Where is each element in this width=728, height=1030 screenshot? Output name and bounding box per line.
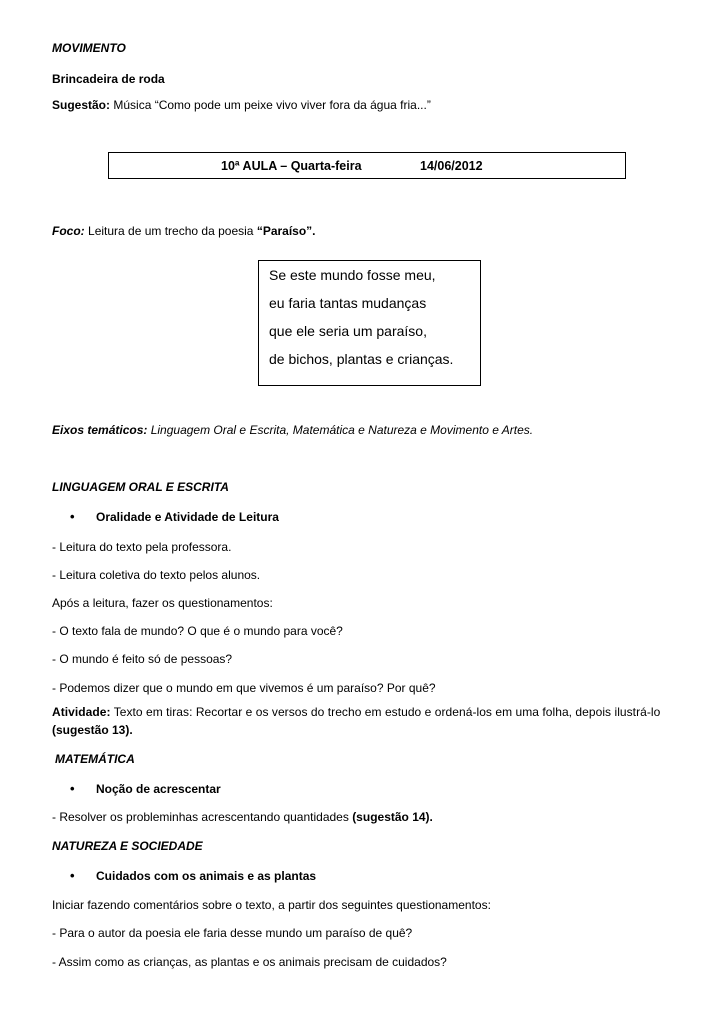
linguagem-line: - Leitura coletiva do texto pelos alunos. xyxy=(52,568,261,582)
aula-title: 10ª AULA – Quarta-feira xyxy=(221,159,362,173)
poem-line: eu faria tantas mudanças xyxy=(269,295,427,311)
atividade-text: Texto em tiras: Recortar e os versos do trecho em estudo e ordená-los em uma folha, depois ilustrá-lo xyxy=(113,705,661,719)
movimento-activity: Brincadeira de roda xyxy=(52,72,165,86)
matematica-title: MATEMÁTICA xyxy=(55,752,135,766)
matematica-line xyxy=(52,810,433,824)
aula-date: 14/06/2012 xyxy=(420,159,483,173)
linguagem-bullet xyxy=(70,509,279,524)
natureza-bullet xyxy=(70,868,317,883)
matematica-bullet-label: Noção de acrescentar xyxy=(96,782,221,796)
natureza-title: NATUREZA E SOCIEDADE xyxy=(52,839,203,853)
atividade-label: Atividade: xyxy=(52,705,111,719)
eixos-text: Linguagem Oral e Escrita, Matemática e Natureza e Movimento e Artes. xyxy=(150,423,534,437)
linguagem-line: - O mundo é feito só de pessoas? xyxy=(52,652,233,666)
eixos-label: Eixos temáticos: xyxy=(52,423,148,437)
movimento-title: MOVIMENTO xyxy=(52,41,126,55)
linguagem-title: LINGUAGEM ORAL E ESCRITA xyxy=(52,480,229,494)
bullet-icon: • xyxy=(70,868,75,883)
linguagem-line: - O texto fala de mundo? O que é o mundo para você? xyxy=(52,624,343,638)
foco-line xyxy=(52,224,316,238)
foco-label: Foco: xyxy=(52,224,85,238)
linguagem-line: Após a leitura, fazer os questionamentos: xyxy=(52,596,273,610)
matematica-line-text: - Resolver os probleminhas acrescentando quantidades xyxy=(52,810,349,824)
atividade-paragraph xyxy=(52,705,697,737)
linguagem-line: - Leitura do texto pela professora. xyxy=(52,540,232,554)
atividade-ref: (sugestão 13). xyxy=(52,723,133,737)
poem-line: que ele seria um paraíso, xyxy=(269,323,427,339)
poem-line: de bichos, plantas e crianças. xyxy=(269,351,454,367)
suggestion-label: Sugestão: xyxy=(52,98,111,112)
natureza-line: Iniciar fazendo comentários sobre o texto, a partir dos seguintes questionamentos: xyxy=(52,898,491,912)
foco-text: Leitura de um trecho da poesia xyxy=(88,224,254,238)
aula-header-box xyxy=(108,152,626,179)
matematica-bullet xyxy=(70,781,221,796)
poem-line: Se este mundo fosse meu, xyxy=(269,267,436,283)
bullet-icon: • xyxy=(70,509,75,524)
suggestion-text: Música “Como pode um peixe vivo viver fora da água fria...” xyxy=(113,98,431,112)
linguagem-bullet-label: Oralidade e Atividade de Leitura xyxy=(96,510,279,524)
matematica-ref: (sugestão 14). xyxy=(352,810,433,824)
natureza-bullet-label: Cuidados com os animais e as plantas xyxy=(96,869,317,883)
poem-box xyxy=(258,260,481,386)
natureza-line: - Assim como as crianças, as plantas e os animais precisam de cuidados? xyxy=(52,955,447,969)
movimento-suggestion xyxy=(52,98,431,112)
linguagem-line: - Podemos dizer que o mundo em que vivemos é um paraíso? Por quê? xyxy=(52,681,436,695)
eixos-line xyxy=(52,423,533,437)
bullet-icon: • xyxy=(70,781,75,796)
natureza-line: - Para o autor da poesia ele faria desse mundo um paraíso de quê? xyxy=(52,926,413,940)
foco-poem-title: “Paraíso”. xyxy=(256,224,316,238)
